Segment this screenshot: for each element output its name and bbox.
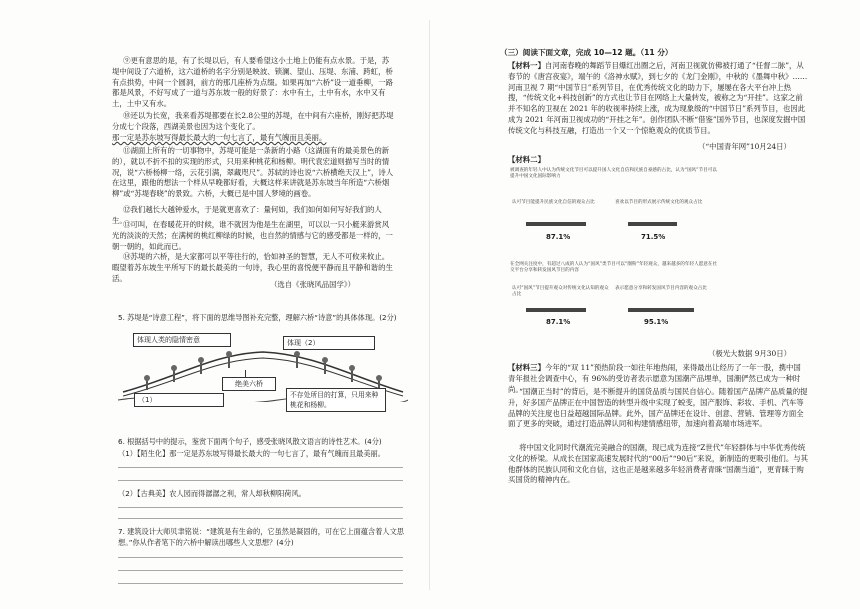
chart2-right-label: 表示愿意分享和转发国风节目内容的观众占比	[615, 286, 707, 291]
answer-line[interactable]	[118, 583, 403, 584]
chart2-caption: 在全网关注度中，有超过八成的人认为“国风”类节目可以“圈粉”年轻观众，越来越多的年轻人愿意在社交平台分享和转发国风节目的内容	[510, 262, 718, 273]
paragraph-10: ⑩还以为长宽，我来看苏堤都要在长2.8公里的苏堤，在中间有六座桥，刚好把苏堤分成七个段落，西湖美景也因为这个变化了。	[112, 111, 394, 131]
question-6: 6. 根据括号中的提示，鉴赏下面两个句子，感受张晓风散文语言的诗性艺术。(4分)	[118, 437, 382, 446]
answer-line[interactable]	[118, 518, 403, 519]
material-3-paragraph-3: 将中国文化同时代潮流完美融合的国潮，现已成为连接“Z世代”年轻群体与中华优秀传统文化的桥梁。从成长在国家高速发展时代的“00后”“90后”来说，新制造的更吸引他们。与其他群体的民族认同和文化自信，这也正是越来越多年轻消费者青睐“国潮当道”，更青睐于购买国货的精神内在。	[508, 443, 808, 485]
wavy-underlined-sentence: 那一定是苏东坡写得最长最大的一句七言了，最有气魄而且美丽。	[112, 133, 327, 142]
material-3-text: 今年的“双 11”预热阶段一如往年地热闹，来得最出让经历了一年一股，携中国青年报社会调查中心，有 96%的受访者表示愿意为国潮产品埋单，国潮俨然已成为一种时尚。	[508, 363, 801, 394]
paragraph-12: ⑫我们越长大越钟爱水，于是就更喜欢了：量何如，我们如何如何写好我们的人生。	[112, 205, 382, 225]
answer-line[interactable]	[118, 467, 403, 468]
source-citation: （选自《张晓风品国学》）	[270, 280, 355, 289]
map-box-center: 绝美六桥	[222, 377, 276, 391]
chart1-left-label: 认可节目能提升民族文化自信的观众占比	[512, 200, 595, 205]
answer-line[interactable]	[118, 557, 403, 558]
chart1-right-label: 喜欢以节目的形式展示传统文化的观众占比	[615, 200, 703, 205]
question-5: 5. 苏堤是“诗意工程”，将下面的思维导图补充完整，理解六桥“诗意”的具体体现。(2分)	[118, 313, 397, 322]
material-3-label: 【材料三】	[508, 363, 545, 372]
material-1-source: （“中国青年网”10月24日）	[698, 142, 791, 151]
paragraph-13: ⑬可叫，在春暖花开的时候，谁不就因为他是生在湖里，可以以一只小艇来游赏风光的淡淡的天然；在满树的桃红柳绿的时候，也自然的情感与它的感受都是一样的，一朝一朝的，如此而已。	[112, 220, 393, 251]
chart2-right-value: 95.1%	[644, 318, 669, 326]
section-title: （三）阅读下面文章，完成 10—12 题。（11 分）	[500, 48, 673, 57]
chart2-left-label: 认可“国风”节目提升观众对传统文化认知的观众占比	[512, 286, 609, 297]
map-connector	[245, 370, 246, 377]
question-6-part1: （1）【陌生化】那一定是苏东坡写得最长最大的一句七言了，最有气魄而且最美丽。	[118, 449, 385, 458]
chart1-right-bar	[628, 222, 677, 226]
chart1-left-bar	[526, 222, 586, 226]
question-6-part2: （2）【古典美】农人园而得潺潺之利，常人却秋柳阳荷风。	[118, 489, 306, 498]
answer-line[interactable]	[118, 480, 403, 481]
chart1-caption: 被调查的年轻人中认为传统文化节目可以提升国人文化自信和民族自豪感的占比，认为“国风”节目可以提升中国文化国际影响力	[510, 168, 717, 179]
paragraph-11: ⑪湖面上所有的一切事物中，苏堤可能是一条新的小路（这湖面有的最美景色的新的），就以不折不扣的实现的形式，只用来种桃花和杨柳。明代袁宏道则描写当时的情况，说“六桥杨柳一络，云花引满，翠藏咫尺”。苏轼的诗也说“六桥横绝天汉上”，诗人在这里，跟他的想法一个样从早晚都好看，大概这样来讲就是苏东坡当年所造“六桥烟柳”或“苏堤春晓”的景致。六桥，大概已是中国人梦境的画卷。	[112, 146, 394, 199]
material-2-label: 【材料二】	[508, 155, 545, 164]
material-2-source: （极光大数据 9月30日）	[708, 349, 791, 358]
material-1-text: 自河南春晚的舞蹈节目爆红出圈之后，河南卫视就仿佛被打通了“任督二脉”，从春节的《唐宫夜宴》，端午的《洛神水赋》，到七夕的《龙门金刚》，中秋的《墨舞中秋》……河南卫视 7 期“中国节日”系列节目，在优秀传统文化的助力下，屡屡在各大平台冲上热搜，“传统文化+科技创新”的方式也让节目在网络上大量转发，被称之为“开挂”。这家之前并不知名的卫视在 2021 年的收视率持续上涨，成为现象级的“中国节日”系列节目，也因此成为 2021 年河南卫视成功的“开挂之年”。创作团队不断“借鉴”国外节目，也深度发掘中国传统文化与科技互融，打造出一个又一个惊艳观众的优质节目。	[508, 61, 808, 135]
map-box-1-blank[interactable]: （1）	[134, 393, 224, 407]
paragraph-14: ⑭苏堤的六桥，是大家都可以平等往行的，恰如神圣的智慧，无人不可攸来攸止。暇望着苏东坡生平所写下的最长最美的一句诗，我心里的喜悦便平静而且平静和谐的生活。	[112, 252, 393, 283]
paragraph-9: ⑨更有意思的是，有了长堤以后，有人要希望这小土地上仍能有点水景。于是，苏堤中间设了六道桥，这六道桥的名字分别是映波、锁澜、望山、压堤、东浦、跨虹，桥有点拱势，中间一个圆洞，前方的那几座桥为点缀。如果再加“六桥”设一道垂柳，一路都是风景，不好写成了一道与苏东坡一般的好景了：水中有土，土中有水，水中又有土，土中又有水。	[112, 56, 394, 109]
paragraph-10-underlined	[112, 133, 394, 144]
material-1	[508, 61, 808, 137]
chart2-right-bar	[628, 308, 694, 312]
chart1-left-value: 87.1%	[546, 233, 571, 241]
material-1-label: 【材料一】	[508, 61, 545, 70]
chart2-left-value: 87.1%	[546, 318, 571, 326]
chart1-right-value: 71.5%	[641, 233, 666, 241]
map-box-emotion: 体现人类的隐情密意	[133, 333, 231, 347]
map-box-flowers: 不存处所目的打算，只用来种桃花和杨柳。	[286, 388, 386, 412]
question-7: 7. 建筑设计大师贝聿铭说：“建筑是有生命的，它虽然是凝固的，可在它上面蕴含着人文思想。”你从作者笔下的六桥中解读出哪些人文思想？(4分)	[118, 527, 404, 547]
right-column	[430, 0, 860, 609]
material-3-paragraph-2: “国潮正当时”的背后，是不断提升的国货品质与国民自信心。随着国产品牌产品质量的提升，好多国产品牌正在中国智造的转型升级中实现了蜕变，国产服饰、彩妆、手机、汽车等品牌的关注度也日益超越国际品牌。此外，国产品牌还在设计、创意、营销、管理等方面全面了更多的突破，通过打造品牌认同和构建情感纽带，加速向着高端市场进军。	[508, 387, 808, 429]
chart2-left-bar	[526, 308, 586, 312]
map-box-2-blank[interactable]: 体现（2）	[283, 336, 375, 350]
answer-line[interactable]	[118, 507, 403, 508]
answer-line[interactable]	[118, 570, 403, 571]
